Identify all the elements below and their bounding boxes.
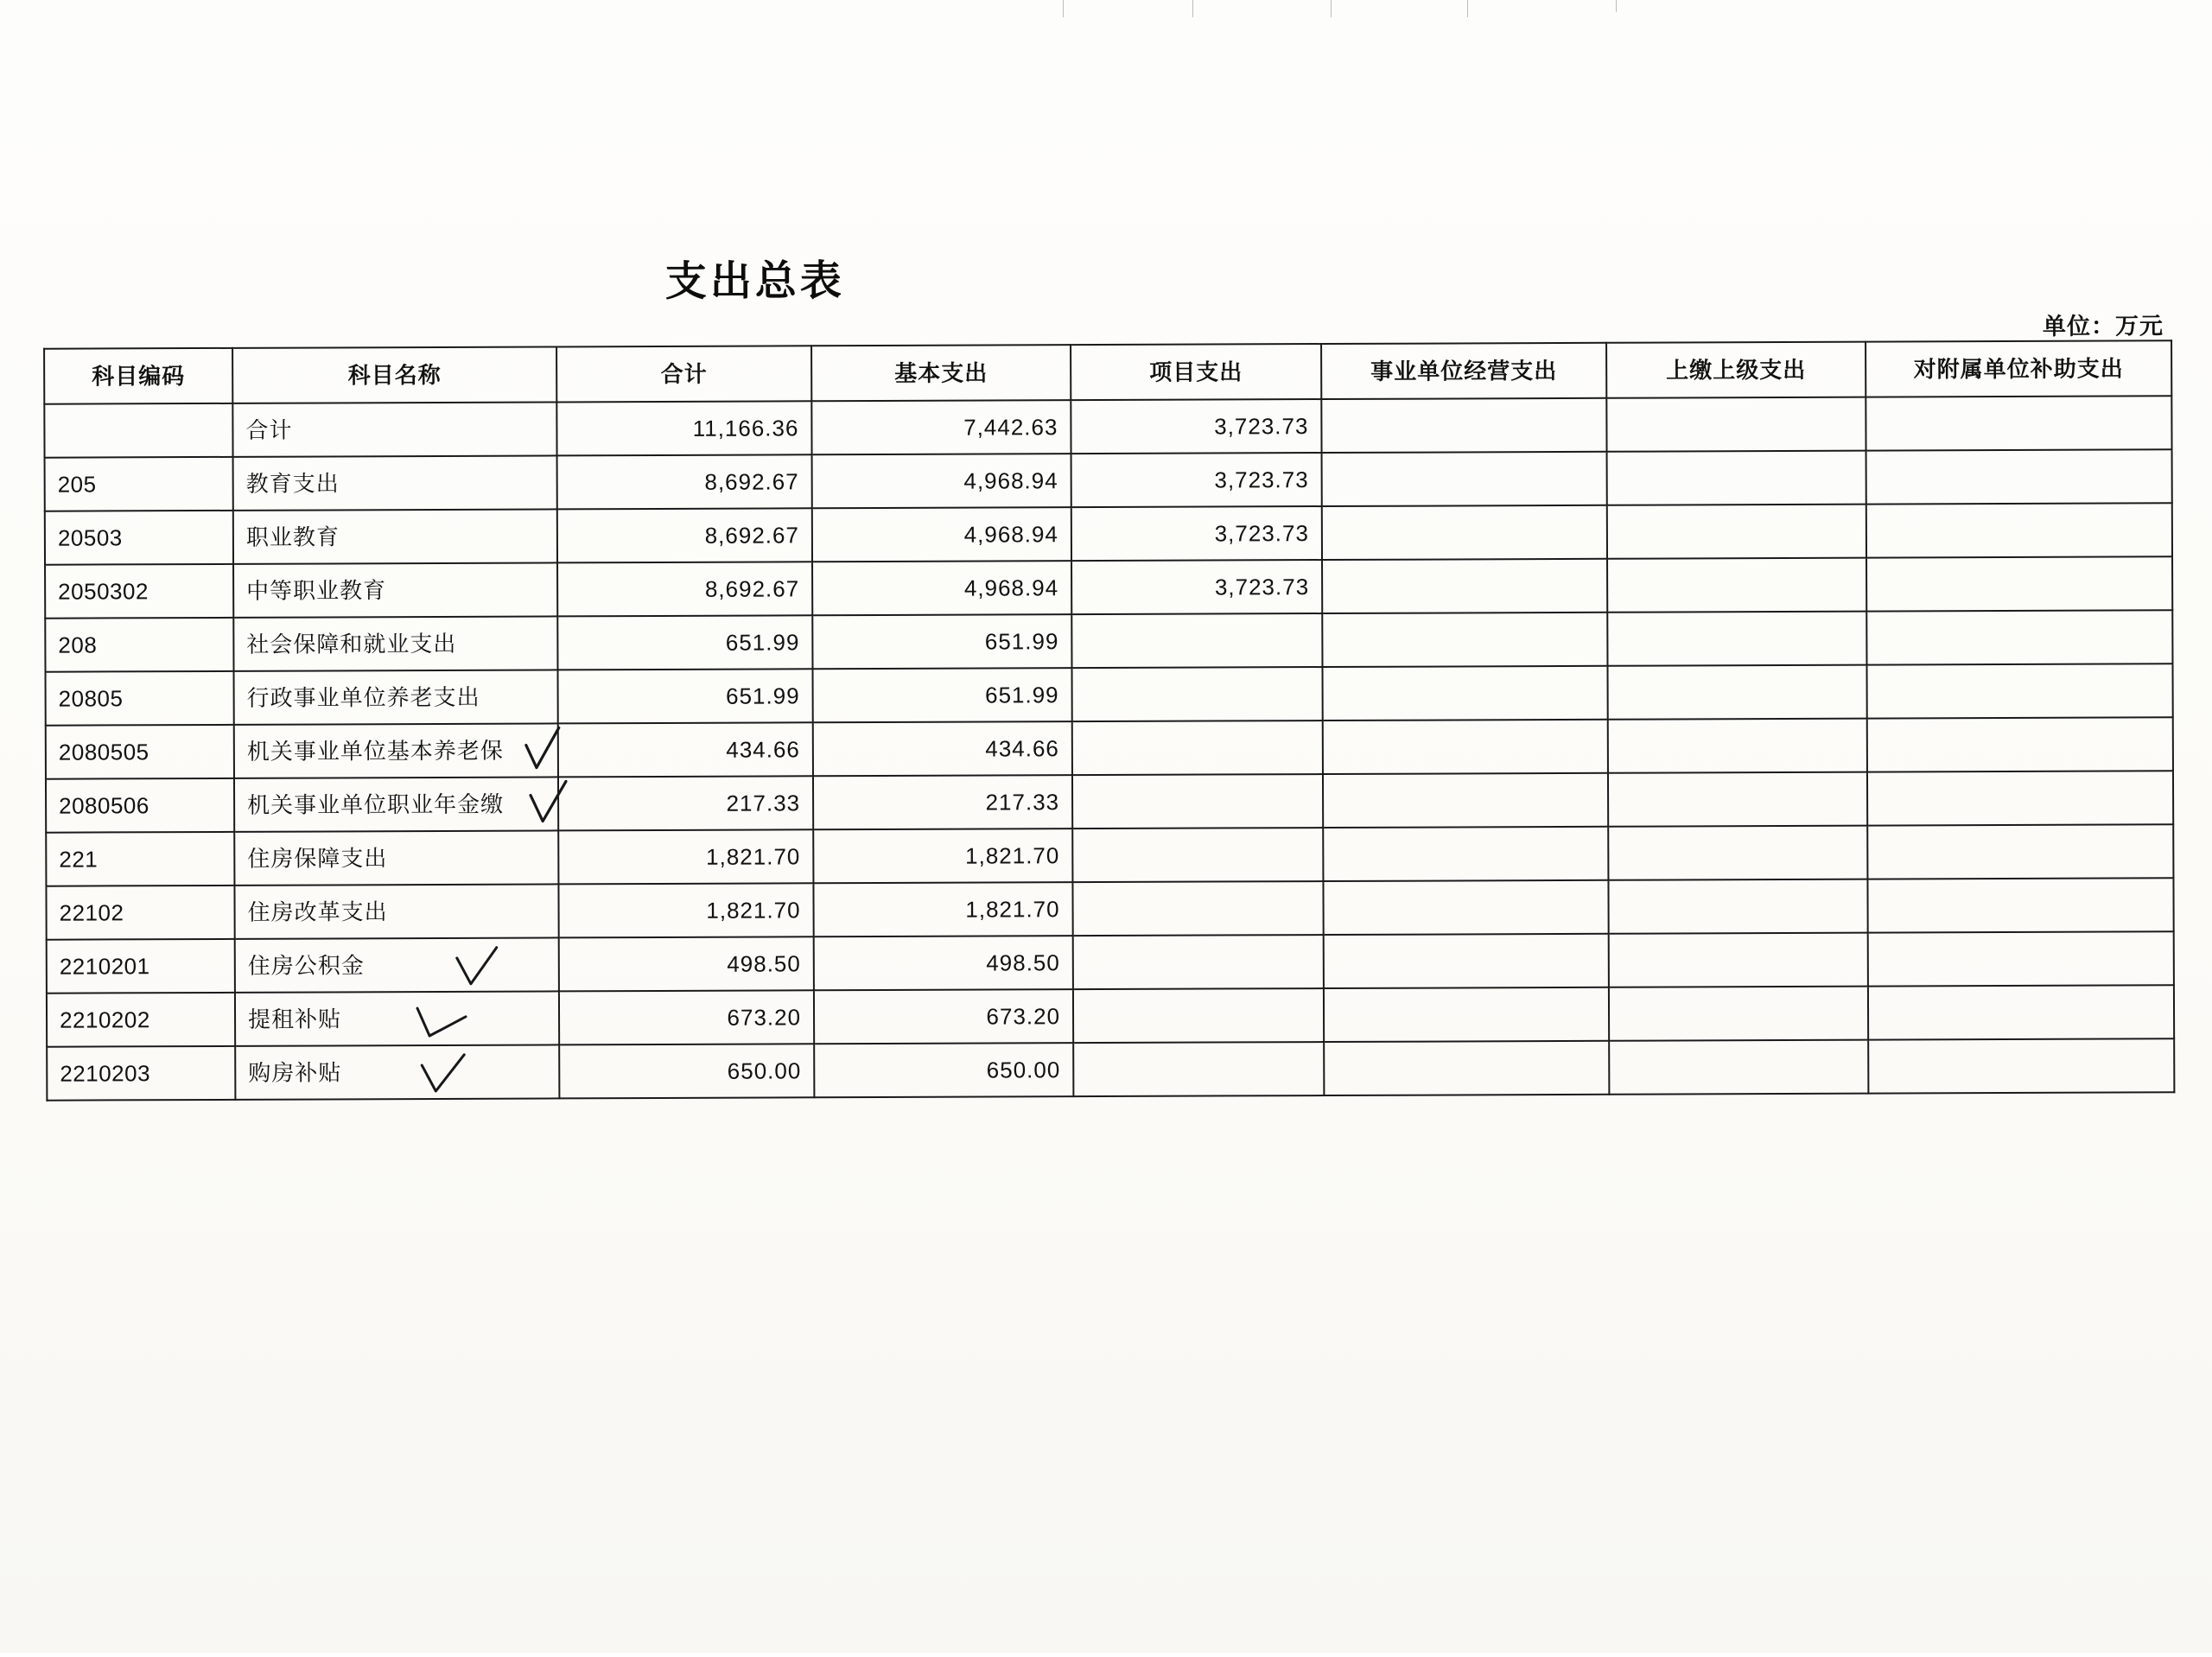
cell-operating	[1323, 720, 1608, 774]
cell-name: 行政事业单位养老支出	[234, 670, 558, 724]
cell-name-text: 机关事业单位职业年金缴	[247, 790, 505, 818]
cell-upper	[1607, 451, 1866, 505]
cell-upper	[1606, 397, 1866, 452]
cell-subsidy	[1867, 717, 2173, 771]
handwritten-check-icon	[416, 1000, 471, 1044]
cell-total: 434.66	[558, 722, 813, 777]
unit-note: 单位：万元	[2042, 313, 2164, 340]
cell-operating	[1322, 452, 1607, 506]
cell-project	[1072, 721, 1323, 775]
cell-subsidy	[1867, 824, 2173, 879]
cell-code: 221	[46, 832, 234, 886]
cell-name: 住房改革支出	[234, 884, 558, 938]
table-row	[47, 985, 2174, 1046]
cell-upper	[1608, 772, 1867, 827]
cell-basic: 651.99	[813, 668, 1072, 722]
table-row	[47, 1038, 2174, 1100]
table-row	[46, 878, 2173, 939]
cell-subsidy	[1866, 556, 2172, 611]
cell-total: 1,821.70	[558, 883, 813, 937]
cell-name: 住房保障支出	[234, 830, 558, 885]
cell-subsidy	[1866, 449, 2172, 504]
cell-code: 2210201	[47, 939, 235, 994]
cell-project: 3,723.73	[1071, 399, 1321, 454]
cell-basic: 650.00	[814, 1043, 1073, 1097]
table-row	[46, 663, 2173, 725]
cell-name	[235, 1044, 559, 1099]
handwritten-check-icon	[454, 943, 502, 991]
cell-upper	[1608, 719, 1867, 773]
cell-name	[234, 723, 558, 778]
cell-name: 中等职业教育	[233, 562, 557, 617]
cell-operating	[1323, 827, 1608, 881]
cell-name-text: 提租补贴	[247, 1006, 342, 1032]
cell-operating	[1322, 559, 1607, 613]
cell-upper	[1608, 879, 1867, 934]
cell-basic: 434.66	[813, 721, 1072, 776]
cell-code: 2080506	[46, 778, 234, 833]
cell-basic: 1,821.70	[813, 882, 1072, 936]
cell-upper	[1607, 665, 1866, 720]
table-row	[46, 771, 2173, 832]
cell-project	[1072, 881, 1323, 936]
cell-code: 208	[45, 618, 233, 672]
cell-project	[1072, 828, 1323, 882]
cell-upper	[1607, 505, 1866, 559]
table-body	[44, 396, 2174, 1100]
cell-subsidy	[1868, 1038, 2174, 1093]
cell-basic: 217.33	[813, 775, 1072, 829]
cell-total: 673.20	[559, 990, 814, 1044]
cell-total: 8,692.67	[557, 508, 812, 562]
cell-total: 217.33	[558, 776, 813, 830]
handwritten-check-icon	[419, 1051, 469, 1098]
table-row	[45, 556, 2172, 618]
column-header-upper-level-payment: 上缴上级支出	[1606, 342, 1866, 398]
column-header-operating-expenditure: 事业单位经营支出	[1321, 343, 1606, 399]
cell-subsidy	[1868, 985, 2174, 1039]
cell-basic: 651.99	[812, 614, 1071, 669]
column-header-basic-expenditure: 基本支出	[811, 345, 1071, 401]
cell-name	[235, 991, 559, 1045]
cell-name: 社会保障和就业支出	[233, 616, 557, 670]
cell-subsidy	[1866, 503, 2172, 557]
cell-basic: 4,968.94	[812, 454, 1071, 508]
cell-code: 205	[45, 457, 233, 511]
cell-operating	[1324, 934, 1609, 988]
cell-code: 2210203	[47, 1046, 235, 1101]
expenditure-table	[43, 340, 2175, 1101]
column-header-code: 科目编码	[44, 348, 232, 404]
cell-code: 2080505	[46, 725, 234, 779]
table-row	[44, 396, 2171, 457]
cell-name	[234, 777, 558, 831]
cell-operating	[1324, 1041, 1609, 1095]
cell-total: 650.00	[559, 1044, 814, 1098]
cell-project	[1073, 935, 1324, 989]
cell-project	[1072, 774, 1323, 828]
cell-subsidy	[1868, 931, 2174, 986]
cell-project: 3,723.73	[1071, 453, 1322, 507]
cell-operating	[1323, 773, 1608, 828]
cell-basic: 673.20	[814, 989, 1073, 1044]
cell-upper	[1609, 987, 1868, 1041]
cell-total: 651.99	[557, 615, 812, 670]
cell-project	[1073, 988, 1324, 1043]
cell-project	[1073, 1042, 1324, 1096]
cell-basic: 4,968.94	[812, 561, 1071, 615]
cell-project: 3,723.73	[1071, 506, 1322, 561]
cell-total: 11,166.36	[556, 401, 811, 455]
column-header-affiliated-subsidy: 对附属单位补助支出	[1866, 340, 2171, 397]
cell-code: 2050302	[45, 564, 233, 619]
column-header-name: 科目名称	[232, 346, 556, 403]
handwritten-check-icon	[523, 726, 563, 774]
cell-name: 合计	[232, 402, 556, 456]
cell-code: 20503	[45, 511, 233, 565]
cell-total: 651.99	[558, 669, 813, 723]
cell-name: 职业教育	[233, 509, 557, 563]
cell-subsidy	[1867, 878, 2173, 932]
table-row	[47, 931, 2174, 993]
cell-basic: 7,442.63	[811, 400, 1071, 454]
table-row	[46, 824, 2173, 886]
cell-subsidy	[1867, 771, 2173, 825]
cell-operating	[1324, 987, 1609, 1042]
cell-code	[44, 403, 232, 458]
cell-name	[235, 937, 559, 992]
cell-subsidy	[1866, 396, 2171, 450]
cell-name-text: 机关事业单位基本养老保	[246, 737, 504, 765]
cell-project	[1071, 667, 1322, 721]
cell-basic: 4,968.94	[812, 507, 1071, 562]
cell-operating	[1322, 666, 1607, 721]
table-row	[45, 503, 2172, 564]
column-header-project-expenditure: 项目支出	[1071, 344, 1321, 400]
cell-name-text: 购房补贴	[248, 1059, 342, 1086]
table-row	[45, 449, 2172, 511]
cell-basic: 498.50	[814, 936, 1073, 990]
cell-total: 498.50	[559, 936, 814, 991]
table-header-row	[44, 340, 2171, 403]
column-header-total: 合计	[556, 346, 811, 402]
cell-upper	[1607, 612, 1866, 666]
page-title: 支出总表	[664, 258, 845, 305]
cell-upper	[1609, 933, 1868, 987]
cell-upper	[1607, 558, 1866, 613]
table-row	[46, 717, 2173, 778]
cell-operating	[1321, 398, 1606, 453]
cell-code: 22102	[46, 886, 234, 940]
cell-project: 3,723.73	[1071, 560, 1322, 614]
cell-upper	[1609, 1040, 1868, 1095]
cell-code: 2210202	[47, 993, 235, 1047]
cell-operating	[1322, 613, 1607, 667]
cell-subsidy	[1866, 663, 2172, 718]
cell-total: 8,692.67	[557, 562, 812, 616]
cell-upper	[1608, 826, 1867, 880]
cell-subsidy	[1866, 610, 2172, 664]
cell-code: 20805	[46, 671, 234, 726]
expenditure-table-wrapper	[43, 340, 2173, 1101]
cell-name-text: 住房公积金	[247, 952, 365, 979]
cell-total: 8,692.67	[557, 454, 812, 509]
cell-basic: 1,821.70	[813, 828, 1072, 883]
cell-project	[1071, 613, 1322, 668]
cell-name: 教育支出	[233, 455, 557, 510]
cell-total: 1,821.70	[558, 829, 813, 884]
cell-operating	[1322, 505, 1607, 560]
cell-operating	[1323, 880, 1608, 935]
table-row	[45, 610, 2172, 671]
